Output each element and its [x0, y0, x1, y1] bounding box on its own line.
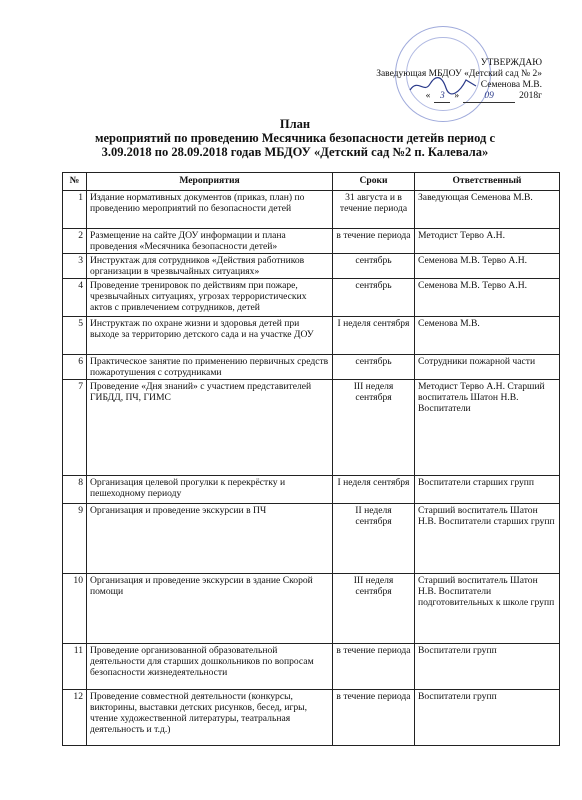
row-number: 10 — [63, 574, 87, 644]
approval-date — [282, 91, 542, 103]
row-term: сентябрь — [333, 355, 415, 380]
row-term: 31 августа и в течение периода — [333, 191, 415, 229]
row-event: Проведение тренировок по действиям при пожаре, чрезвычайных ситуациях, угрозах террористических актов с привлечением сотрудников, детей — [87, 279, 333, 317]
row-responsible: Воспитатели групп — [415, 690, 560, 746]
row-number: 6 — [63, 355, 87, 380]
table-row — [63, 690, 560, 746]
row-number: 11 — [63, 644, 87, 690]
row-event: Инструктаж по охране жизни и здоровья детей при выходе за территорию детского сада и на участке ДОУ — [87, 317, 333, 355]
date-close-quote: » — [454, 91, 460, 101]
table-row — [63, 229, 560, 254]
row-event: Проведение организованной образовательной деятельности для старших дошкольников по вопросам безопасности жизнедеятельности — [87, 644, 333, 690]
row-term: I неделя сентября — [333, 476, 415, 504]
date-year: 2018г — [519, 91, 542, 101]
table-row — [63, 380, 560, 476]
approval-name: Семенова М.В. — [480, 80, 542, 90]
approval-position: Заведующая МБДОУ «Детский сад № 2» — [376, 69, 542, 79]
row-responsible: Методист Терво А.Н. — [415, 229, 560, 254]
row-event: Размещение на сайте ДОУ информации и плана проведения «Месячника безопасности детей» — [87, 229, 333, 254]
row-term: I неделя сентября — [333, 317, 415, 355]
row-responsible: Старший воспитатель Шатон Н.В. Воспитатели старших групп — [415, 504, 560, 574]
table-row — [63, 574, 560, 644]
row-term: III неделя сентября — [333, 380, 415, 476]
row-event: Инструктаж для сотрудников «Действия работников организации в чрезвычайных ситуациях» — [87, 254, 333, 279]
row-number: 3 — [63, 254, 87, 279]
row-number: 8 — [63, 476, 87, 504]
row-term: III неделя сентября — [333, 574, 415, 644]
table-row — [63, 355, 560, 380]
row-event: Проведение «Дня знаний» с участием представителей ГИБДД, ПЧ, ГИМС — [87, 380, 333, 476]
row-responsible: Заведующая Семенова М.В. — [415, 191, 560, 229]
title-line-2: мероприятий по проведению Месячника безопасности детейв период с — [94, 131, 496, 145]
date-open-quote: « — [425, 91, 431, 101]
row-event: Организация целевой прогулки к перекрёстку и пешеходному периоду — [87, 476, 333, 504]
table-row — [63, 476, 560, 504]
row-responsible: Семенова М.В. Терво А.Н. — [415, 279, 560, 317]
row-responsible: Семенова М.В. Терво А.Н. — [415, 254, 560, 279]
row-responsible: Старший воспитатель Шатон Н.В. Воспитатели подготовительных к школе групп — [415, 574, 560, 644]
row-term: сентябрь — [333, 279, 415, 317]
table-row — [63, 317, 560, 355]
row-term: сентябрь — [333, 254, 415, 279]
row-number: 12 — [63, 690, 87, 746]
approval-block — [282, 58, 542, 103]
row-event: Издание нормативных документов (приказ, план) по проведению мероприятий по безопасности детей — [87, 191, 333, 229]
row-responsible: Воспитатели старших групп — [415, 476, 560, 504]
header-term: Сроки — [333, 173, 415, 191]
row-term: в течение периода — [333, 229, 415, 254]
row-number: 9 — [63, 504, 87, 574]
row-event: Организация и проведение экскурсии в здание Скорой помощи — [87, 574, 333, 644]
table-header-row — [63, 173, 560, 191]
document-title — [40, 117, 550, 159]
row-responsible: Сотрудники пожарной части — [415, 355, 560, 380]
table-row — [63, 644, 560, 690]
row-number: 4 — [63, 279, 87, 317]
row-number: 2 — [63, 229, 87, 254]
title-plan: План — [279, 117, 311, 131]
header-event: Мероприятия — [87, 173, 333, 191]
row-term: в течение периода — [333, 690, 415, 746]
table-row — [63, 279, 560, 317]
header-responsible: Ответственный — [415, 173, 560, 191]
row-responsible: Воспитатели групп — [415, 644, 560, 690]
row-term: II неделя сентября — [333, 504, 415, 574]
row-responsible: Семенова М.В. — [415, 317, 560, 355]
table-row — [63, 191, 560, 229]
row-event: Организация и проведение экскурсии в ПЧ — [87, 504, 333, 574]
table-row — [63, 504, 560, 574]
title-line-3: 3.09.2018 по 28.09.2018 годав МБДОУ «Детский сад №2 п. Калевала» — [101, 145, 489, 159]
row-number: 7 — [63, 380, 87, 476]
table-row — [63, 254, 560, 279]
header-number: № — [63, 173, 87, 191]
approval-heading: УТВЕРЖДАЮ — [480, 58, 542, 68]
date-day: 3 — [434, 91, 450, 103]
date-month: 09 — [463, 91, 515, 103]
row-event: Практическое занятие по применению первичных средств пожаротушения с сотрудниками — [87, 355, 333, 380]
row-term: в течение периода — [333, 644, 415, 690]
row-event: Проведение совместной деятельности (конкурсы, викторины, выставки детских рисунков, бесед, игры, чтение художественной литературы, театральная деятельность и т.д.) — [87, 690, 333, 746]
row-number: 1 — [63, 191, 87, 229]
row-number: 5 — [63, 317, 87, 355]
events-table — [62, 172, 560, 746]
row-responsible: Методист Терво А.Н. Старший воспитатель Шатон Н.В. Воспитатели — [415, 380, 560, 476]
